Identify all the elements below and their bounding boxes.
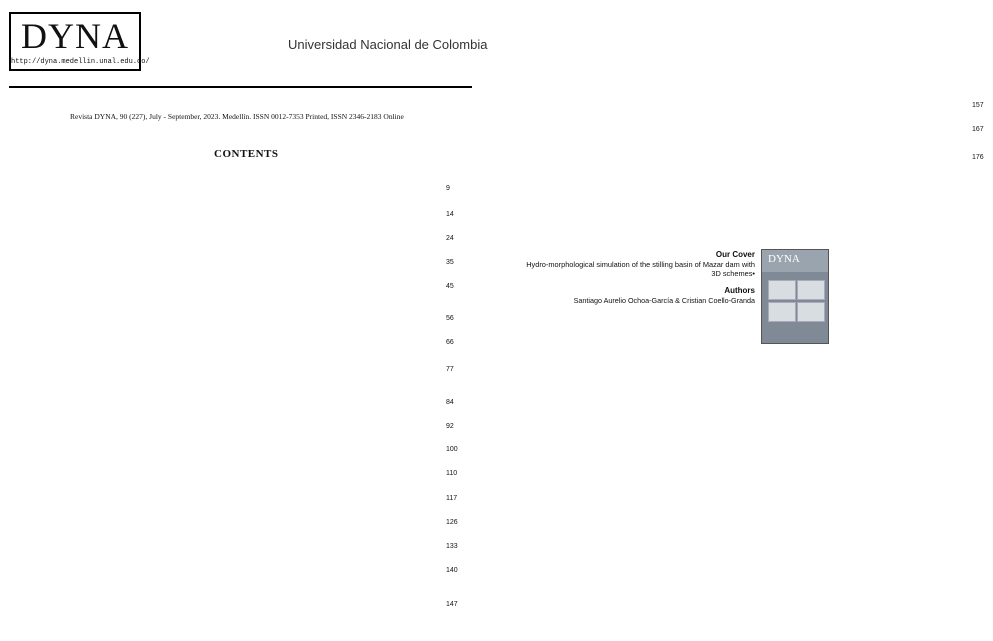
cover-figure <box>768 280 796 300</box>
university-name: Universidad Nacional de Colombia <box>288 37 488 52</box>
toc-entry-page: 77 <box>446 366 454 373</box>
cover-figure <box>797 302 825 322</box>
toc-entry-page: 35 <box>446 259 454 266</box>
cover-figure <box>797 280 825 300</box>
toc-entry-page: 126 <box>446 519 458 526</box>
cover-figure <box>768 302 796 322</box>
contents-title: CONTENTS <box>214 148 279 160</box>
toc-entry-page: 92 <box>446 423 454 430</box>
cover-description-1: Hydro-morphological simulation of the stilling basin of Mazar dam with <box>526 260 755 269</box>
toc-entry-page: 66 <box>446 339 454 346</box>
toc-entry-page: 176 <box>972 154 984 161</box>
cover-thumbnail <box>761 249 829 344</box>
toc-entry-page: 117 <box>446 495 458 502</box>
toc-entry-page: 133 <box>446 543 458 550</box>
toc-entry-page: 167 <box>972 126 984 133</box>
toc-entry-page: 56 <box>446 315 454 322</box>
cover-thumb-title: DYNA <box>768 253 800 265</box>
toc-entry-page: 84 <box>446 399 454 406</box>
cover-heading: Our Cover <box>715 250 755 259</box>
toc-entry-page: 14 <box>446 211 454 218</box>
toc-entry-page: 9 <box>446 185 450 192</box>
journal-info: Revista DYNA, 90 (227), July - September, 2023. Medellín. ISSN 0012-7353 Printed, ISSN 2346-2183 Online <box>70 112 404 121</box>
toc-entry-page: 147 <box>446 601 458 608</box>
toc-entry-page: 24 <box>446 235 454 242</box>
logo-url[interactable]: http://dyna.medellin.unal.edu.co/ <box>11 58 150 66</box>
toc-entry-page: 140 <box>446 567 458 574</box>
cover-authors: Santiago Aurelio Ochoa-García & Cristian Coello-Granda <box>573 296 755 305</box>
cover-description-2: 3D schemes• <box>711 269 755 278</box>
toc-entry-page: 157 <box>972 102 984 109</box>
toc-entry-page: 110 <box>446 470 458 477</box>
cover-authors-heading: Authors <box>724 286 755 295</box>
toc-entry-page: 45 <box>446 283 454 290</box>
logo-text: DYNA <box>21 16 129 56</box>
toc-entry-page: 100 <box>446 446 458 453</box>
